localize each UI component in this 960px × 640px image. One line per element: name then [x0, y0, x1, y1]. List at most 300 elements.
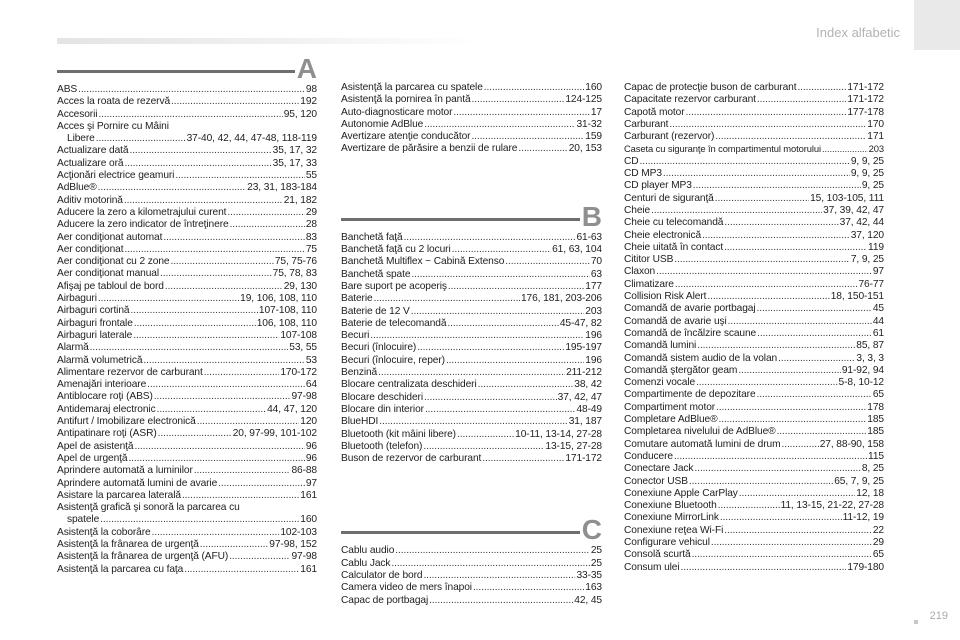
entry-term: Claxon: [624, 266, 656, 278]
dot-leader: [674, 254, 850, 266]
dot-leader: [218, 478, 305, 490]
entry-pages: 171-172: [847, 82, 884, 93]
dot-leader: [472, 94, 565, 106]
index-entry: [341, 416, 602, 428]
entry-term: Compartimente de depozitare: [624, 389, 756, 401]
entry-pages: 53, 55: [289, 342, 317, 354]
entry-term: Libere: [67, 133, 95, 145]
dot-leader: [134, 441, 304, 453]
entry-pages: 95, 120: [283, 108, 317, 120]
dot-leader: [160, 268, 272, 280]
dot-leader: [716, 402, 866, 414]
dot-leader: [797, 82, 846, 94]
entry-term: Buson de rezervor de carburant: [341, 453, 482, 465]
index-entry: [57, 330, 317, 342]
index-entry: [341, 94, 602, 106]
entry-term: Centuri de siguranţă: [624, 192, 714, 204]
entry-pages: 171-172: [847, 94, 884, 106]
index-entry: [341, 342, 602, 354]
entry-pages: 35, 17, 32: [272, 145, 317, 157]
entry-pages: 76-77: [858, 278, 884, 290]
index-entry: [341, 281, 602, 293]
entry-pages: 177-178: [847, 106, 884, 118]
index-entry: [57, 158, 317, 170]
section-letter: C: [581, 514, 602, 546]
index-entry: [57, 551, 317, 563]
dot-leader: [484, 82, 585, 94]
dot-leader: [518, 143, 567, 155]
index-entry: [57, 527, 317, 539]
entry-term: Blocare centralizata deschideri: [341, 379, 477, 391]
entry-term: Conector USB: [624, 475, 688, 487]
entry-pages: 177: [585, 280, 602, 292]
entry-term: Aditiv motorină: [57, 194, 123, 206]
entry-term: Asistenţă la frânarea de urgenţă (AFU): [57, 551, 229, 563]
dot-leader: [711, 537, 872, 549]
dot-leader: [452, 244, 551, 256]
dot-leader: [194, 465, 291, 477]
header-tab: [914, 0, 960, 50]
index-entry: [57, 293, 317, 305]
index-entry: [57, 379, 317, 391]
index-entry: [341, 244, 602, 256]
entry-term: Comandă de avarie portbagaj: [624, 303, 756, 315]
index-column-2: [341, 82, 602, 607]
entry-term: Cititor USB: [624, 254, 674, 266]
entry-term: CD player MP3: [624, 180, 692, 192]
index-entry: [57, 96, 317, 108]
index-entry: [57, 342, 317, 354]
dot-leader: [692, 549, 872, 561]
index-entry: [624, 217, 884, 229]
entry-term: BlueHDI: [341, 416, 379, 428]
dot-leader: [686, 107, 847, 119]
index-entry: [57, 170, 317, 182]
entry-pages: 29: [305, 206, 317, 218]
entry-pages: 63: [590, 268, 602, 280]
entry-pages: 196: [585, 354, 602, 366]
entry-term: Aducere la zero a kilometrajului curent: [57, 206, 227, 218]
index-entry: [624, 193, 884, 205]
index-entry: [624, 328, 884, 340]
entry-pages: 211-212: [566, 367, 602, 379]
index-entry: [57, 121, 317, 133]
index-entry: [57, 564, 317, 576]
index-entry: [624, 180, 884, 192]
entry-pages: 11-12, 19: [842, 512, 884, 524]
index-entry: [57, 84, 317, 96]
entry-pages: 115: [868, 450, 884, 462]
dot-leader: [728, 316, 872, 328]
entry-term: Configurare vehicul: [624, 536, 710, 548]
index-entry: [57, 367, 317, 379]
index-entry: [624, 476, 884, 488]
entry-term: Asistenţă la parcarea cu spatele: [341, 82, 483, 93]
dot-leader: [404, 232, 576, 244]
entry-pages: 45: [872, 303, 884, 315]
entry-pages: 119: [868, 241, 884, 253]
entry-term: Caseta cu siguranţe în compartimentul motorului: [624, 143, 821, 155]
entry-term: Comenzi vocale: [624, 377, 696, 389]
index-entry: [341, 367, 602, 379]
index-entry: [624, 94, 884, 106]
index-entry: [341, 131, 602, 143]
entry-pages: 20, 97-99, 101-102: [232, 428, 317, 440]
index-entry: [624, 303, 884, 315]
entry-pages: 171-172: [565, 453, 602, 465]
entry-term: Capacitate rezervor carburant: [624, 94, 756, 106]
dot-leader: [738, 365, 841, 377]
index-entry: [624, 463, 884, 475]
index-entry: [57, 441, 317, 453]
entry-pages: 8, 25: [861, 463, 884, 475]
entry-term: Baterie de 12 V: [341, 305, 410, 317]
entry-term: Benzină: [341, 367, 378, 379]
index-entry: [341, 558, 602, 570]
entry-pages: 17: [590, 106, 602, 118]
dot-leader: [90, 342, 289, 354]
index-entry: [624, 242, 884, 254]
index-entry: [624, 131, 884, 143]
entry-term: Becuri (înlocuire): [341, 342, 417, 354]
dot-leader: [200, 539, 268, 551]
entry-pages: 31, 187: [568, 416, 602, 428]
entry-pages: 70: [590, 256, 602, 268]
entry-term: Comandă lumini: [624, 340, 697, 352]
entry-term: Comandă de încălzire scaune: [624, 327, 757, 339]
entry-pages: 9, 25: [861, 180, 884, 192]
entry-pages: 10-11, 13-14, 27-28: [515, 428, 602, 440]
index-entry: [341, 143, 602, 155]
entry-pages: 42, 45: [574, 594, 602, 606]
index-entry: [624, 525, 884, 537]
entry-term: Climatizare: [624, 278, 674, 290]
index-entry: [341, 256, 602, 268]
dot-leader: [448, 281, 584, 293]
index-entry: [341, 119, 602, 131]
dot-leader: [129, 145, 271, 157]
dot-leader: [204, 367, 280, 379]
entry-pages: 97: [305, 477, 317, 489]
entry-term: Asistenţă la coborâre: [57, 526, 151, 538]
dot-leader: [425, 404, 576, 416]
dot-leader: [693, 180, 861, 192]
entry-pages: 65: [872, 389, 884, 401]
index-entry: [624, 205, 884, 217]
entry-term: Banchetă Multiflex ~ Cabină Extenso: [341, 256, 505, 268]
index-entry: [341, 570, 602, 582]
index-entry: [624, 512, 884, 524]
index-entry: [57, 232, 317, 244]
entry-term: Amenajări interioare: [57, 379, 147, 391]
entry-term: Comutare automată lumini de drum: [624, 438, 781, 450]
entry-pages: 5-8, 10-12: [838, 377, 884, 389]
dot-leader: [724, 242, 867, 254]
index-entry: [341, 355, 602, 367]
dot-leader: [675, 279, 858, 291]
entry-pages: 97-98: [291, 551, 317, 563]
entry-term: ABS: [57, 84, 78, 95]
entry-pages: 97-98: [291, 391, 317, 403]
entry-pages: 170-172: [280, 366, 317, 378]
dot-leader: [124, 244, 304, 256]
index-entry: [624, 549, 884, 561]
dot-leader: [663, 168, 850, 180]
index-column-3: [624, 82, 884, 574]
index-entry: [624, 107, 884, 119]
entry-pages: 124-125: [565, 94, 602, 106]
index-entry: [341, 232, 602, 244]
entry-term: Carburant (rezervor): [624, 131, 715, 143]
entry-pages: 44: [872, 315, 884, 327]
entry-term: Conexiune Apple CarPlay: [624, 487, 738, 499]
dot-leader: [423, 570, 575, 582]
dot-leader: [171, 96, 299, 108]
dot-leader: [96, 133, 186, 145]
dot-leader: [182, 490, 299, 502]
dot-leader: [757, 389, 872, 401]
dot-leader: [697, 340, 855, 352]
index-entry: [341, 404, 602, 416]
entry-term: Antiblocare roţi (ABS): [57, 391, 153, 403]
entry-term: Banchetă faţă cu 2 locuri: [341, 244, 451, 256]
entry-term: Asistenţă la frânarea de urgenţă: [57, 538, 199, 550]
index-entry: [341, 269, 602, 281]
index-entry: [57, 133, 317, 145]
dot-leader: [781, 439, 818, 451]
entry-pages: 163: [585, 582, 602, 594]
index-entry: [624, 291, 884, 303]
index-entry: [624, 488, 884, 500]
entry-pages: 3, 3, 3: [856, 352, 884, 364]
entry-pages: 178: [867, 401, 884, 413]
index-entry: [341, 429, 602, 441]
entry-term: Antipatinare roţi (ASR): [57, 428, 157, 440]
entry-term: Apel de urgenţă: [57, 452, 128, 464]
dot-leader: [689, 476, 833, 488]
section-header-a: [57, 50, 317, 84]
entry-pages: 12, 18: [856, 487, 884, 499]
dot-leader: [411, 306, 585, 318]
entry-term: Capac de protecţie buson de carburant: [624, 82, 797, 93]
dot-leader: [424, 119, 575, 131]
entry-term: Aprindere automată lumini de avarie: [57, 477, 218, 489]
dot-leader: [651, 205, 822, 217]
index-entry: [57, 404, 317, 416]
entry-pages: 196: [585, 330, 602, 342]
dot-leader: [447, 318, 558, 330]
entry-term: Airbaguri cortină: [57, 305, 130, 317]
index-entry: [57, 539, 317, 551]
index-entry: [341, 392, 602, 404]
dot-leader: [429, 595, 573, 607]
entry-term: Aprindere automată a luminilor: [57, 465, 193, 477]
dot-leader: [379, 416, 567, 428]
dot-leader: [391, 558, 589, 570]
index-entry: [57, 182, 317, 194]
entry-pages: 21, 182: [283, 194, 317, 206]
index-entry: [624, 426, 884, 438]
entry-term: Baterie de telecomandă: [341, 317, 447, 329]
entry-term: spatele: [67, 514, 100, 526]
entry-term: Autonomie AdBlue: [341, 118, 424, 130]
dot-leader: [98, 293, 239, 305]
entry-pages: 170: [867, 118, 884, 130]
index-entry: [57, 318, 317, 330]
entry-pages: 27, 88-90, 158: [819, 438, 884, 450]
dot-leader: [757, 328, 872, 340]
index-entry: [57, 305, 317, 317]
entry-pages: 15, 103-105, 111: [810, 192, 884, 204]
entry-pages: 161: [300, 489, 317, 501]
dot-leader: [715, 193, 809, 205]
entry-term: Auto-diagnosticare motor: [341, 106, 453, 118]
entry-pages: 159: [585, 131, 602, 143]
entry-term: Acces şi Pornire cu Mâini: [57, 120, 169, 132]
entry-term: Actualizare oră: [57, 157, 124, 169]
entry-pages: 18, 150-151: [830, 291, 884, 303]
dot-leader: [424, 392, 557, 404]
entry-pages: 83: [305, 231, 317, 243]
dot-leader: [471, 131, 584, 143]
entry-term: Avertizare atenţie conducător: [341, 131, 471, 143]
index-entry: [57, 416, 317, 428]
entry-pages: 160: [300, 514, 317, 526]
entry-term: Carburant: [624, 118, 669, 130]
dot-leader: [197, 416, 300, 428]
index-entry: [341, 545, 602, 557]
index-entry: [624, 279, 884, 291]
entry-term: Airbaguri frontale: [57, 317, 133, 329]
entry-pages: 75: [305, 243, 317, 255]
entry-term: Cheie cu telecomandă: [624, 217, 724, 229]
entry-pages: 64: [305, 379, 317, 391]
entry-pages: 37, 120: [850, 229, 884, 241]
index-entry: [624, 451, 884, 463]
index-entry: [624, 537, 884, 549]
entry-pages: 19, 106, 108, 110: [240, 293, 317, 305]
entry-pages: 160: [585, 82, 602, 93]
dot-leader: [98, 182, 246, 194]
dot-leader: [777, 426, 867, 438]
entry-pages: 75, 78, 83: [272, 268, 317, 280]
index-entry: [57, 109, 317, 121]
index-entry: [57, 355, 317, 367]
entry-pages: 96: [305, 452, 317, 464]
entry-pages: 107-108, 110: [258, 305, 317, 317]
dot-leader: [165, 281, 283, 293]
index-entry: [57, 514, 317, 526]
index-entry: [624, 353, 884, 365]
index-column-1: [57, 50, 317, 576]
dot-leader: [718, 414, 866, 426]
index-entry: [624, 389, 884, 401]
index-entry: [341, 379, 602, 391]
dot-leader: [175, 170, 305, 182]
entry-pages: 48-49: [576, 403, 602, 415]
entry-term: Comandă ştergător geam: [624, 364, 738, 376]
entry-term: Asistare la parcarea laterală: [57, 489, 181, 501]
dot-leader: [133, 330, 279, 342]
entry-pages: 22: [872, 524, 884, 536]
section-header-c: [341, 511, 602, 545]
entry-list: [624, 82, 884, 574]
entry-pages: 25: [590, 557, 602, 569]
dot-leader: [720, 512, 842, 524]
index-entry: [624, 119, 884, 131]
index-entry: [341, 441, 602, 453]
dot-leader: [505, 256, 590, 268]
dot-leader: [739, 488, 855, 500]
index-entry: [57, 244, 317, 256]
entry-term: Conexiune reţea Wi-Fi: [624, 524, 724, 536]
dot-leader: [134, 318, 256, 330]
entry-pages: 45-47, 82: [559, 317, 602, 329]
index-entry: [57, 195, 317, 207]
entry-term: Blocare din interior: [341, 403, 424, 415]
entry-list: [57, 84, 317, 576]
entry-pages: 176, 181, 203-206: [520, 293, 602, 305]
entry-term: CD MP3: [624, 168, 662, 180]
entry-pages: 171: [867, 131, 884, 143]
entry-term: Banchetă faţă: [341, 231, 403, 243]
entry-list: [341, 232, 602, 466]
entry-term: Cheie: [624, 204, 651, 216]
index-entry: [624, 230, 884, 242]
index-entry: [624, 365, 884, 377]
entry-pages: 37, 42, 44: [839, 217, 884, 229]
entry-pages: 161: [300, 563, 317, 575]
entry-term: Baterie: [341, 293, 373, 305]
entry-term: Aer condiţionat automat: [57, 231, 163, 243]
index-entry: [57, 256, 317, 268]
entry-pages: 107-108: [280, 329, 317, 341]
section-rule: [57, 70, 295, 73]
entry-term: AdBlue®: [57, 182, 97, 194]
entry-term: Acces la roata de rezervă: [57, 96, 171, 108]
index-entry: [57, 281, 317, 293]
dot-leader: [147, 379, 305, 391]
dot-leader: [724, 525, 872, 537]
entry-term: Conexiune Bluetooth: [624, 500, 717, 512]
entry-pages: 203: [868, 143, 884, 155]
dot-leader: [822, 143, 868, 155]
entry-pages: 13-15, 27-28: [545, 440, 602, 452]
entry-pages: 195-197: [565, 342, 602, 354]
entry-pages: 23, 31, 183-184: [247, 182, 317, 194]
entry-pages: 35, 17, 33: [272, 157, 317, 169]
entry-pages: 53: [305, 354, 317, 366]
entry-pages: 37, 39, 42, 47: [823, 204, 884, 216]
entry-term: Airbaguri: [57, 293, 97, 305]
entry-pages: 33-35: [576, 570, 602, 582]
entry-pages: 29: [872, 536, 884, 548]
entry-pages: 61, 63, 104: [552, 244, 602, 256]
dot-leader: [656, 266, 872, 278]
entry-pages: 96: [305, 440, 317, 452]
section-header-b: [341, 198, 602, 232]
dot-leader: [478, 379, 574, 391]
dot-leader: [152, 527, 280, 539]
dot-leader: [694, 463, 860, 475]
entry-pages: 29, 130: [283, 280, 317, 292]
entry-pages: 97-98, 152: [269, 538, 317, 550]
entry-pages: 97: [872, 266, 884, 278]
entry-term: Accesorii: [57, 108, 98, 120]
index-entry: [624, 266, 884, 278]
entry-pages: 37, 42, 47: [557, 391, 602, 403]
dot-leader: [170, 256, 273, 268]
